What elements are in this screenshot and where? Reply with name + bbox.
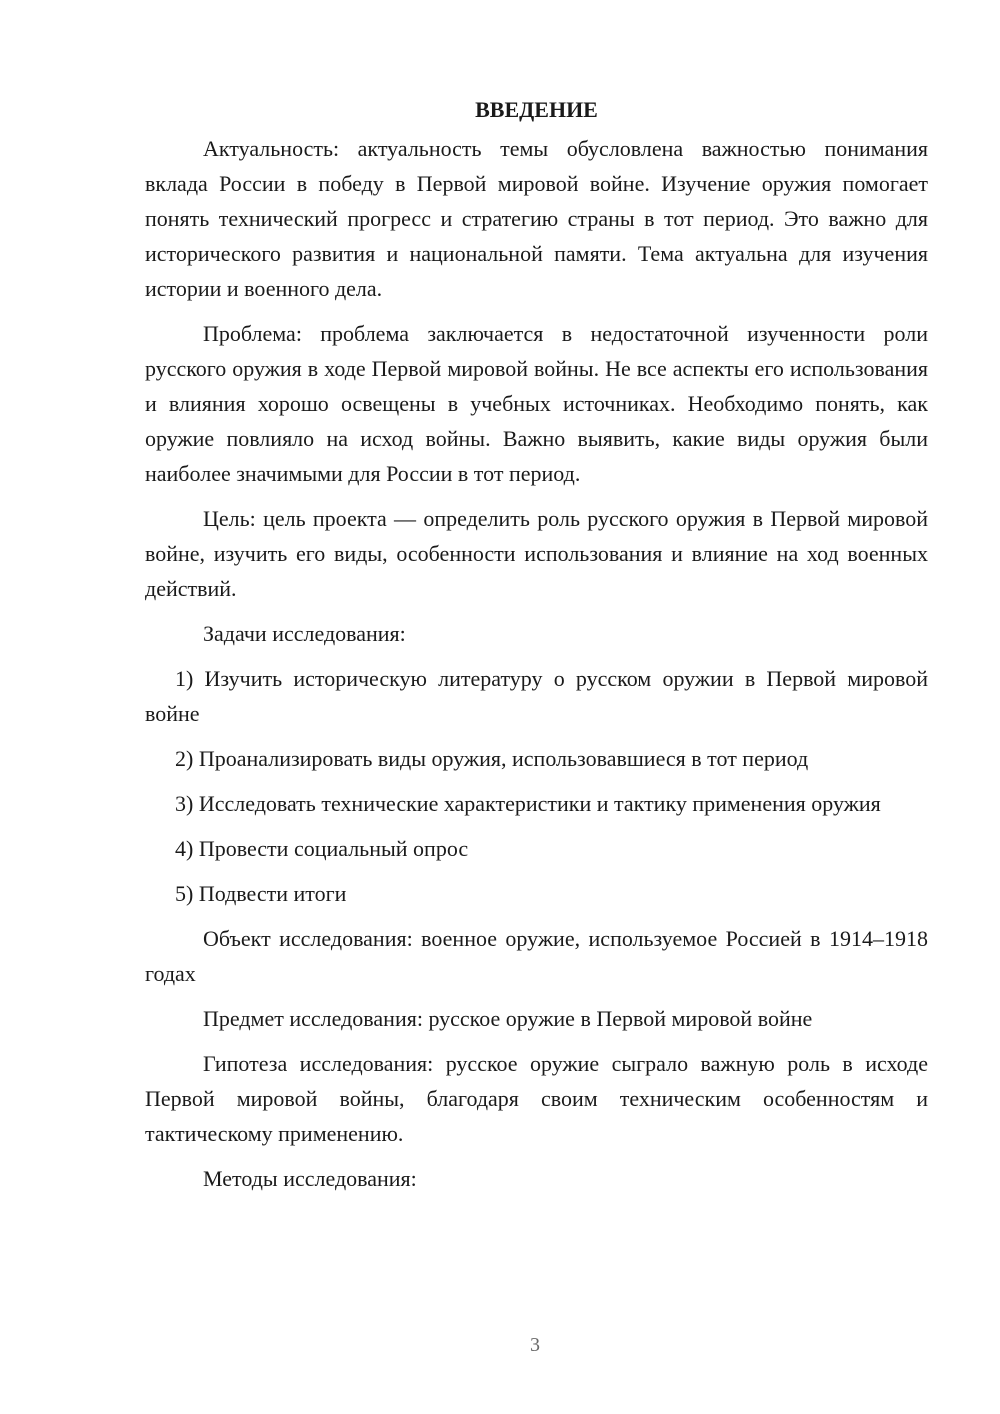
tasks-heading: Задачи исследования: [203, 621, 406, 646]
task-item-3: 3) Исследовать технические характеристики и тактику применения оружия [175, 791, 881, 816]
paragraph-subject: Предмет исследования: русское оружие в Первой мировой войне [203, 1006, 813, 1031]
task-item-4: 4) Провести социальный опрос [175, 836, 469, 861]
paragraph-object: Объект исследования: военное оружие, используемое Россией в 1914–1918 годах [145, 926, 928, 986]
task-item-1: 1) Изучить историческую литературу о русском оружии в Первой мировой войне [145, 666, 928, 726]
section-title: ВВЕДЕНИЕ [475, 97, 598, 122]
paragraph-relevance: Актуальность: актуальность темы обусловлена важностью понимания вклада России в победу в Первой мировой войне. Изучение оружия помогает понять технический прогресс и стратегию страны в тот период. Это важно для исторического развития и национальной памяти. Тема актуальна для изучения истории и военного дела. [145, 136, 928, 301]
page-number: 3 [530, 1334, 540, 1356]
paragraph-goal: Цель: цель проекта — определить роль русского оружия в Первой мировой войне, изучить его виды, особенности использования и влияние на ход военных действий. [145, 506, 928, 601]
paragraph-problem: Проблема: проблема заключается в недостаточной изученности роли русского оружия в ходе Первой мировой войны. Не все аспекты его использования и влияния хорошо освещены в учебных источниках. Необходимо понять, как оружие повлияло на исход войны. Важно выявить, какие виды оружия были наиболее значимыми для России в тот период. [145, 321, 928, 486]
paragraph-methods: Методы исследования: [203, 1166, 417, 1191]
task-item-5: 5) Подвести итоги [175, 881, 347, 906]
document-page [145, 92, 928, 1196]
task-item-2: 2) Проанализировать виды оружия, использовавшиеся в тот период [175, 746, 809, 771]
paragraph-hypothesis: Гипотеза исследования: русское оружие сыграло важную роль в исходе Первой мировой войны, благодаря своим техническим особенностям и тактическому применению. [145, 1051, 928, 1146]
